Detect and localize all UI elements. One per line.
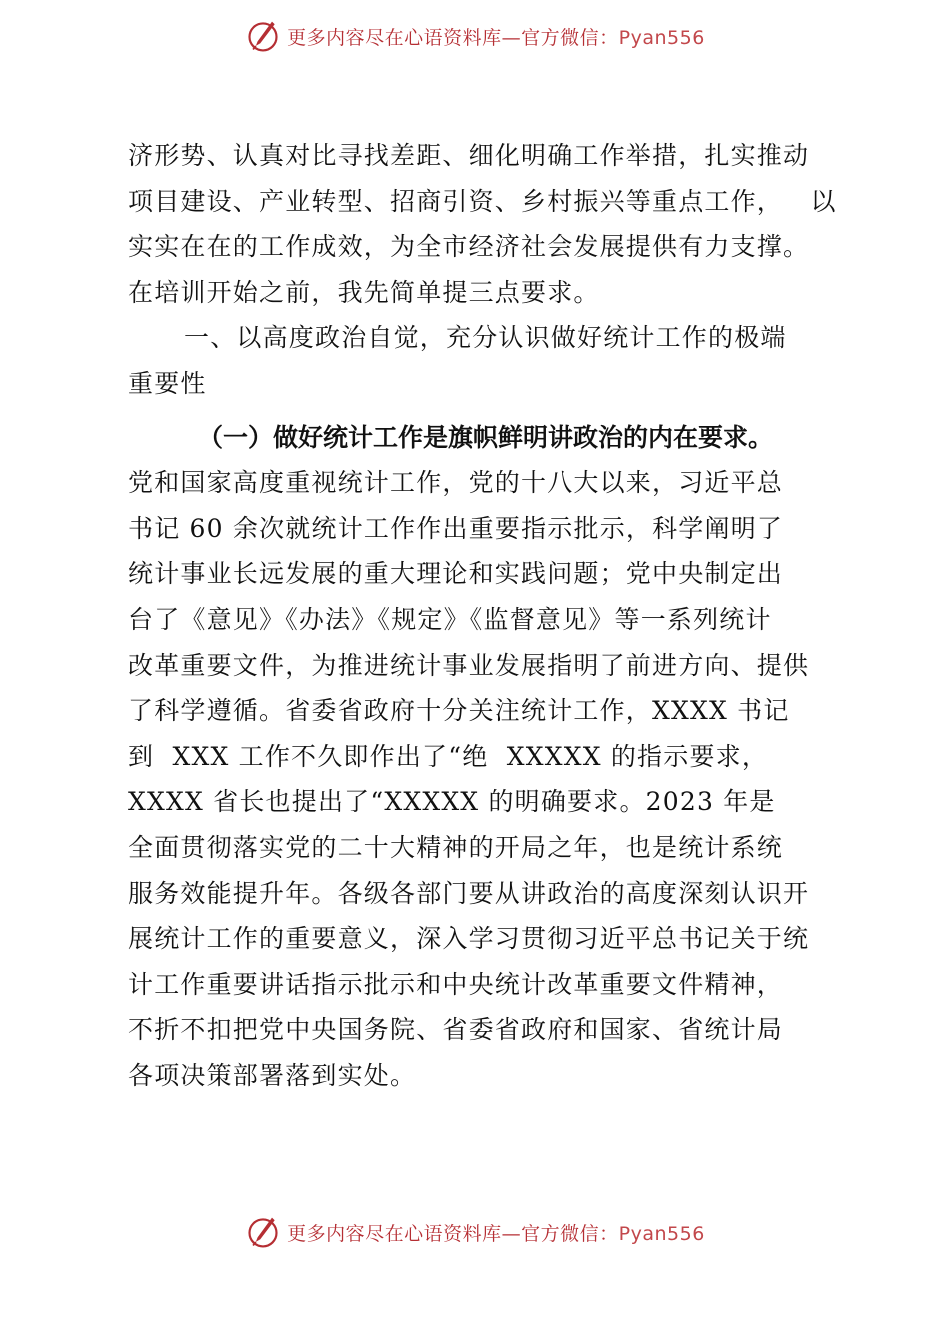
- watermark-text: 更多内容尽在心语资料库—官方微信：Pyan556: [287, 26, 705, 49]
- intro-paragraph: [128, 133, 848, 315]
- text-line: XXXX 省长也提出了“XXXXX 的明确要求。2023 年是: [128, 787, 776, 817]
- text-line: 服务效能提升年。各级各部门要从讲政治的高度深刻认识开: [128, 878, 810, 908]
- text-line: 展统计工作的重要意义，深入学习贯彻习近平总书记关于统: [128, 924, 810, 954]
- text-line: 项目建设、产业转型、招商引资、乡村振兴等重点工作， 以: [128, 186, 837, 216]
- text-line: 到 XXX 工作不久即作出了“绝 XXXXX 的指示要求，: [128, 741, 769, 771]
- subheading: （一）做好统计工作是旗帜鲜明讲政治的内在要求。: [198, 422, 774, 452]
- text-line: 党和国家高度重视统计工作，党的十八大以来，习近平总: [128, 468, 784, 498]
- watermark-text: 更多内容尽在心语资料库—官方微信：Pyan556: [287, 1222, 705, 1245]
- text-line: 各项决策部署落到实处。: [128, 1060, 417, 1090]
- text-line: 济形势、认真对比寻找差距、细化明确工作举措，扎实推动: [128, 141, 810, 170]
- section-heading: [128, 315, 848, 406]
- wechat-id: Pyan556: [618, 26, 705, 49]
- text-line: 在培训开始之前，我先简单提三点要求。: [128, 277, 600, 307]
- header-watermark: [0, 16, 950, 56]
- text-line: 台了《意见》《办法》《规定》《监督意见》等一系列统计: [128, 604, 772, 634]
- main-paragraph: [128, 460, 848, 1098]
- text-line: 全面贯彻落实党的二十大精神的开局之年，也是统计系统: [128, 832, 784, 862]
- text-line: 实实在在的工作成效，为全市经济社会发展提供有力支撑。: [128, 232, 810, 262]
- section-heading-line: 重要性: [128, 368, 207, 398]
- text-line: 计工作重要讲话指示批示和中央统计改革重要文件精神，: [128, 969, 784, 999]
- wechat-id: Pyan556: [618, 1222, 705, 1245]
- quill-pen-circle-icon: [245, 18, 281, 54]
- text-line: 了科学遵循。省委省政府十分关注统计工作，XXXX 书记: [128, 696, 790, 726]
- text-line: 改革重要文件，为推进统计事业发展指明了前进方向、提供: [128, 650, 810, 680]
- footer-watermark: [0, 1212, 950, 1252]
- text-line: 书记 60 余次就统计工作作出重要指示批示，科学阐明了: [128, 513, 784, 543]
- document-body: [128, 133, 848, 1098]
- quill-pen-circle-icon: [245, 1214, 281, 1250]
- section-heading-line: 一、以高度政治自觉，充分认识做好统计工作的极端: [184, 323, 787, 353]
- text-line: 不折不扣把党中央国务院、省委省政府和国家、省统计局: [128, 1015, 784, 1045]
- text-line: 统计事业长远发展的重大理论和实践问题；党中央制定出: [128, 559, 784, 589]
